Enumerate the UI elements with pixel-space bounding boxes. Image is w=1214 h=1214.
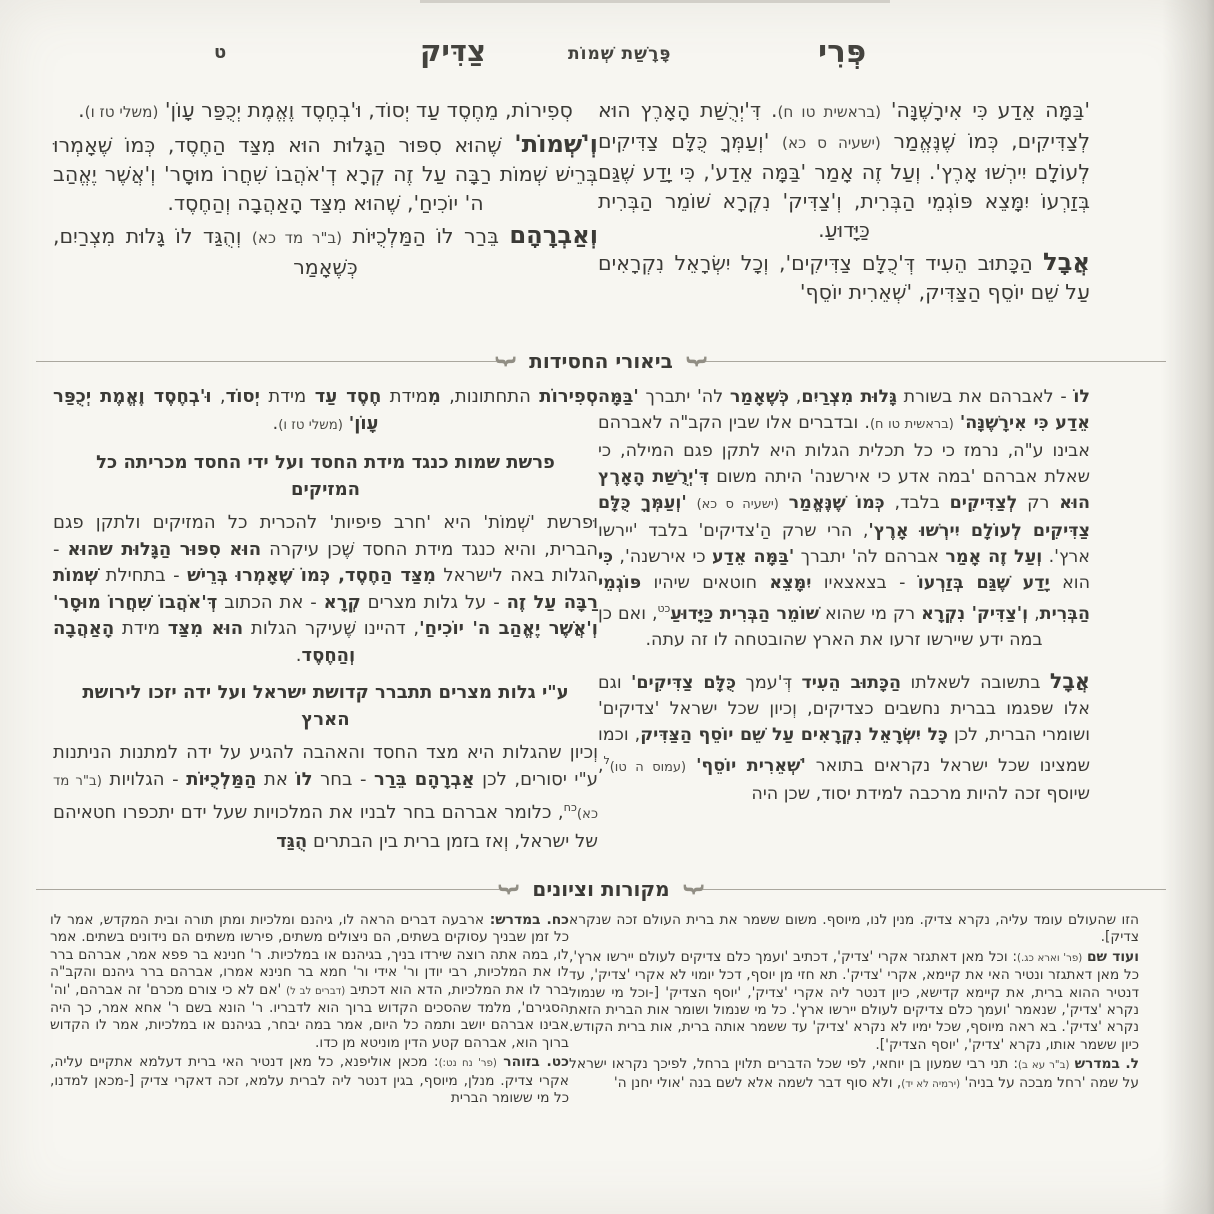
footnote-veod: ועוד שם (פר' וארא כג.): וכל מאן דאתגזר אקרי 'צדיק', דכתיב 'ועמך כלם צדיקים לעולם יירשו ארץ', כל מאן דאתגזר ונטיר האי את קיימא, אקרי 'צדיק'. תא חזי מן יוסף, דכל יומוי לא אקרי 'צדיק', עד דנטיר ההוא ברית, את קיימא קדישא, כיון דנטר ליה אקרי 'צדיק', 'יוסף הצדיק' [-וכל מי שנמול נקרא 'צדיק', שנאמר 'ועמך כלם צדיקים לעולם יירשו ארץ'. כל מי שנמול ושומר אות הברית הזאת נקרא 'צדיק'. בא ראה מיוסף, שכל ימיו לא נקרא 'צדיק' עד ששמר אותה ברית, אות ברית הקודש. כיון ששמר אותו, נקרא 'צדיק', 'יוסף הצדיק'].: [569, 948, 1139, 1053]
chasidut-commentary-section: [53, 384, 1163, 858]
footnote-kach: כח. במדרש: ארבעה דברים הראה לו, גיהנם ומלכיות ומתן תורה ובית המקדש, אמר לו כל זמן שבניך עסוקים בשתים, הם ניצולים משתים, פירשו משתים הם נידונים בשתים. אמר לו, במה אתה רוצה שירדו בניך, בגיהנם או במלכיות. ר' חנינא בר פפא אמר, אברהם ברר לו את המלכיות, רבי יודן ור' אידי ור' חמא בר חנינא אמרו, אברהם ברר גיהנם והקב"ה ברר לו את המלכיות, הדא הוא דכתיב (דברים לב ל) 'אם לא כי צורם מכרם' זה אברהם, 'וה' הסגירם', מלמד שהסכים הקדוש ברוך הוא לדבריו. ר' הונא בשם ר' אחא אמר, כך היה אבינו אברהם יושב ותמה כל היום, אמר במה יבחר, בגיהנם או במלכיות, אמר לו הקדוש ברוך הוא, אברהם קטע הדין מוניטא מן כדו.: [50, 912, 570, 1051]
page-number-letter: ט: [214, 42, 227, 63]
scan-artifact: [420, 0, 890, 3]
main-text-right-column: [53, 96, 598, 310]
footnote-kat-continued: הזו שהעולם עומד עליה, נקרא צדיק. מנין לנו, מיוסף. משום ששמר את ברית העולם זכה שנקרא צדיק].: [569, 912, 1139, 946]
mid-left-p1: לוֹ - לאברהם את בשורת גָּלוּת מִצְרַיִם, כְּשֶׁאָמַר לה' יתברך 'בַּמָּה אֵדַע כִּי אִירָשֶׁנָּה' (בראשית טו ח). ובדברים אלו שבין הקב"ה לאברהם אבינו ע"ה, נרמז כי כל תכלית הגלות היא לתקן פגם המילה, כי שאלת אברהם 'במה אדע כי אירשנה' היתה משום דִּ'יְרֻשַּׁת הָאָרֶץ הוּא רק לְצַדִּיקִים בלבד, כְּמוֹ שֶׁנֶּאֱמַר (ישעיה ס כא) 'וְעַמְּךָ כֻּלָּם צַדִּיקִים לְעוֹלָם יִירְשׁוּ אָרֶץ', הרי שרק הַ'צדיקים' בלבד 'יירשו ארץ'. וְעַל זֶה אָמַר אברהם לה' יתברך 'בַּמָּה אֵדַע כי אירשנה', כִּי הוא יָדַע שֶׁגַּם בְּזַרְעוֹ - בצאצאיו יִמָּצֵא חוטאים שיהיו פּוֹגְמֵי הַבְּרִית, וְ'צַדִּיק' נִקְרָא רק מי שהוא שׁוֹמֵר הַבְּרִית כַּיָּדוּעַ$^{כט}$, ואם כן במה ידע שיירשו זרעו את הארץ שהובטחה לו זה עתה.: [598, 387, 1091, 650]
top-right-p3: וְאַבְרָהָם בֵּרַר לוֹ הַמַּלְכֻיּוֹת (ב"ר מד כא) וְהֻגַּד לוֹ גָּלוּת מִצְרַיִם, כְּשֶׁאָמַר: [53, 221, 599, 279]
divider-line: [36, 889, 499, 890]
top-right-p1: סְפִירוֹת, מֵחֶסֶד עַד יְסוֹד, וּ'בְחֶסֶד וֶאֱמֶת יְכֻפַּר עָוֹן' (משלי טז ו).: [78, 98, 573, 122]
footnotes-right-column: [50, 912, 569, 1109]
footnotes-left-column: [569, 912, 1139, 1109]
mid-right-subtitle2: ע"י גלות מצרים תתברר קדושת ישראל ועל ידה יזכו לירושת הארץ: [82, 682, 569, 730]
footnote-kat: כט. בזוהר (פר' נח נט:): מכאן אוליפנא, כל מאן דנטיר האי ברית דעלמא אתקיים עליה, אקרי צדיק. מנלן, מיוסף, בגין דנטר ליה לברית עלמא, זכה דאקרי צדיק [-מכאן למדנו, כל מי ששומר הברית: [50, 1054, 569, 1107]
scroll-ornament-icon: {: [681, 881, 706, 897]
top-left-p1: 'בַּמָּה אֵדַע כִּי אִירָשֶׁנָּה' (בראשית טו ח). דִּ'יְרֻשַּׁת הָאָרֶץ הוּא לְצַדִּיקִים, כְּמוֹ שֶׁנֶּאֱמַר (ישעיה ס כא) 'וְעַמְּךָ כֻּלָּם צַדִּיקִים לְעוֹלָם יִירְשׁוּ אָרֶץ'. וְעַל זֶה אָמַר 'בַּמָּה אֵדַע', כִּי יָדַע שֶׁגַּם בְּזַרְעוֹ יִמָּצֵא פּוֹגְמֵי הַבְּרִית, וְ'צַדִּיק' נִקְרָא שׁוֹמֵר הַבְּרִית כַּיָּדוּעַ.: [598, 98, 1090, 242]
mid-right-p1: וּפרשת 'שְׁמוֹת' היא 'חרב פיפיות' להכרית כל המזיקים ולתקן פגם הברית, והיא כנגד מידת החסד שֶׁכן עיקרה הוּא סִפּוּר הַגָּלוּת שהוּא - הגלות באה לישראל מִצַּד הַחֶסֶד, כְּמוֹ שֶׁאָמְרוּ בְּרֵישׁ - בתחילת שְׁמוֹת רַבָּה עַל זֶה - על גלות מצרים קְרָא - את הכתוב דְּ'אֹהֲבוֹ שִׁחֲרוֹ מוּסָר' וְ'אֲשֶׁר יֶאֱהַב ה' יוֹכִיחַ', דהיינו שֶׁעיקר הגלות הוּא מִצַּד מידת הָאַהֲבָה וְהַחֶסֶד.: [53, 512, 599, 666]
footnote-lamed: ל. במדרש (ב"ר עא ב): תני רבי שמעון בן יוחאי, לפי שכל הדברים תלוין ברחל, לפיכך נקראו ישראל על שמה 'רחל מבכה על בניה' (ירמיה לא יד), ולא סוף דבר לשמה אלא לשם בנה 'אולי יחנן ה': [569, 1056, 1140, 1091]
footnotes-section: [50, 912, 1164, 1109]
chasidut-right-column: [53, 384, 598, 858]
mekorot-section-divider: [36, 874, 1166, 904]
top-right-p2: וְ'שְׁמוֹת' שֶׁהוּא סִפּוּר הַגָּלוּת הוּא מִצַּד הַחֶסֶד, כְּמוֹ שֶׁאָמְרוּ בְּרֵישׁ שְׁמוֹת רַבָּה עַל זֶה קְרָא דְ'אֹהֲבוֹ שִׁחֲרוֹ מוּסָר' וְ'אֲשֶׁר יֶאֱהַב ה' יוֹכִיחַ', שֶׁהוּא מִצַּד הָאַהֲבָה וְהַחֶסֶד.: [53, 130, 598, 215]
chasidut-section-title: ביאורי החסידות: [529, 349, 673, 373]
divider-line: [36, 361, 496, 362]
chasidut-left-column: [598, 384, 1090, 858]
scroll-ornament-icon: {: [497, 881, 522, 897]
divider-line: [703, 889, 1166, 890]
mid-right-intro: סְפִירוֹת התחתונות, מִמידת חֶסֶד עַד מידת יְסוֹד, וּ'בְחֶסֶד וֶאֱמֶת יְכֻפַּר עָוֹן' (משלי טז ו).: [53, 386, 598, 434]
mid-right-p2: וְכיון שהגלות היא מצד החסד והאהבה להגיע על ידה למתנות הניתנות ע"י יסורים, לכן אַבְרָהָם בֵּרַר - בחר לוֹ את הַמַּלְכֻיּוֹת - הגלויות (ב"ר מד כא)$^{כח}$, כלומר אברהם בחר לבניו את המלכויות שעל ידם יתכפרו חטאיהם של ישראל, וְאז בזמן ברית בין הבתרים הֻגַּד: [53, 742, 598, 852]
parsha-name: פָּרָשַׁת שְׁמוֹת: [568, 44, 672, 64]
book-title-pri: פְּרִי: [818, 34, 867, 70]
main-text-left-column: [598, 96, 1090, 310]
mid-right-subtitle1: פרשת שמות כנגד מידת החסד ועל ידי החסד מכריתה כל המזיקים: [96, 452, 555, 500]
mid-left-p2: אֲבָל בתשובה לשאלתו הַכָּתוּב הֵעִיד דְּ'עמך כֻּלָּם צַדִּיקִים' וגם אלו שפגמו בברית נחשבים כצדיקים, וְכיון שכל ישראל 'צדיקים' ושומרי הברית, לכן כָּל יִשְׂרָאֵל נִקְרָאִים עַל שֵׁם יוֹסֵף הַצַּדִּיק, וכמו שמצינו שכל ישראל נקראים בתואר 'שְׁאֵרִית יוֹסֵף' (עמוס ה טו)$^ל$, שיוסף זכה להיות מרכבה למידת יסוד, שכן היה: [598, 668, 1090, 804]
book-title-tzadik: צַדִּיק: [420, 34, 486, 68]
mekorot-section-title: מקורות וציונים: [532, 877, 670, 901]
main-text-section: [53, 96, 1163, 310]
page-header: [0, 28, 1214, 80]
scroll-ornament-icon: {: [684, 353, 709, 369]
divider-line: [706, 361, 1166, 362]
scroll-ornament-icon: {: [494, 353, 519, 369]
top-left-p2: אֲבָל הַכָּתוּב הֵעִיד דְּ'כֻלָּם צַדִּיקִים', וְכָל יִשְׂרָאֵל נִקְרָאִים עַל שֵׁם יוֹסֵף הַצַּדִּיק, 'שְׁאֵרִית יוֹסֵף': [598, 248, 1090, 304]
chasidut-section-divider: [36, 346, 1166, 376]
